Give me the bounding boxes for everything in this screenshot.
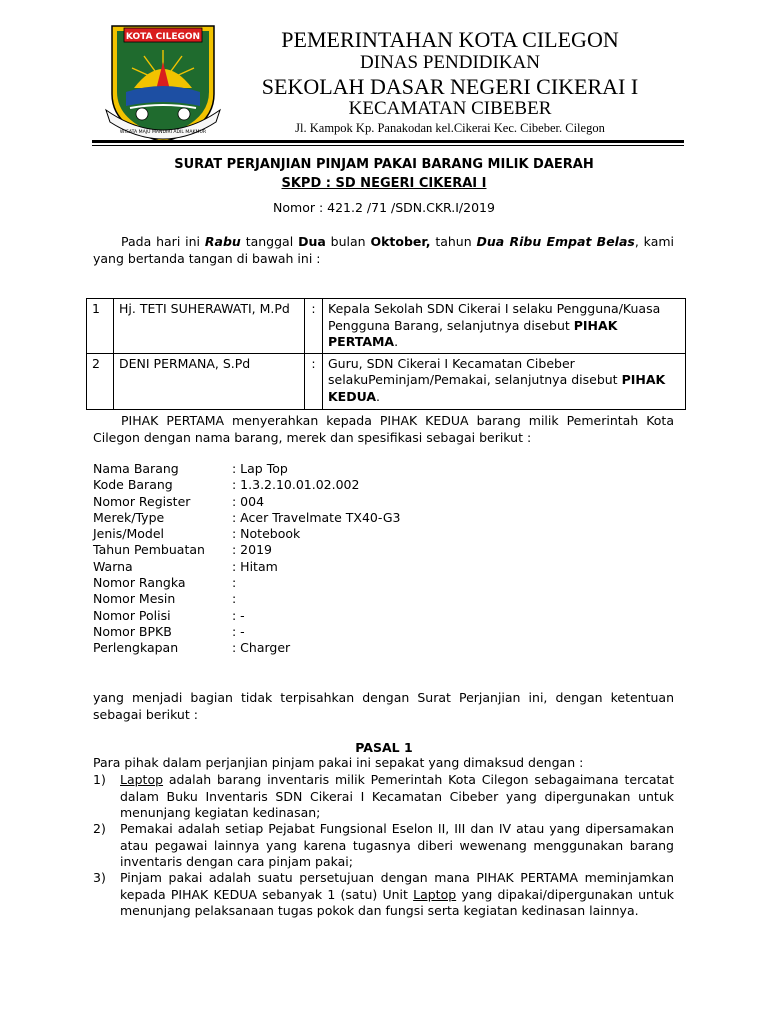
list-item-text [120, 870, 674, 920]
list-item [93, 624, 493, 640]
header-rule-thick [92, 140, 684, 143]
list-item [93, 477, 493, 493]
spec-label: Merek/Type [93, 509, 165, 525]
header-rule-thin [92, 145, 684, 146]
party-colon: : [305, 353, 323, 409]
list-item [93, 461, 493, 477]
header-address: Jl. Kampok Kp. Panakodan kel.Cikerai Kec. Cibeber. Cilegon [295, 121, 605, 135]
list-item [93, 494, 493, 510]
list-item [93, 772, 674, 822]
kota-cilegon-logo [104, 22, 222, 144]
document-number: Nomor : 421.2 /71 /SDN.CKR.I/2019 [273, 200, 495, 215]
opening-day: Rabu [204, 234, 241, 249]
list-item [93, 870, 674, 920]
list-item-underlined-term: Laptop [413, 886, 457, 902]
party-number: 2 [87, 353, 114, 409]
spec-label: Nomor Register [93, 493, 191, 509]
list-item [93, 559, 493, 575]
spec-value: : - [232, 607, 245, 623]
spec-label: Jenis/Model [93, 526, 165, 542]
list-item-text [120, 821, 674, 871]
party-description-end: . [394, 334, 399, 349]
spec-value: : [232, 591, 237, 607]
list-item-number: 1) [93, 772, 106, 787]
list-item [93, 608, 493, 624]
list-item-text-part: yang dipakai/dipergunakan untuk menunjang pelaksanaan tugas pokok dan fungsi serta kegiatan kedinasan lainnya. [120, 886, 674, 918]
opening-date: Dua [298, 234, 326, 249]
party-colon: : [305, 299, 323, 354]
spec-value: : Notebook [232, 526, 301, 542]
list-item [93, 575, 493, 591]
document-subtitle: SKPD : SD NEGERI CIKERAI I [281, 176, 487, 191]
party-name: DENI PERMANA, S.Pd [114, 353, 305, 409]
opening-text: , kami yang bertanda tangan di bawah ini : [93, 234, 675, 266]
header-department: DINAS PENDIDIKAN [360, 52, 540, 73]
header-district: KECAMATAN CIBEBER [348, 98, 552, 119]
spec-label: Nomor Mesin [93, 591, 176, 607]
opening-year: Dua Ribu Empat Belas [476, 234, 635, 249]
spec-label: Nomor BPKB [93, 623, 172, 639]
opening-text: tahun [430, 234, 477, 249]
logo-motto-text: WISATA MAJU MANDIRI ADIL MAKMUR [119, 130, 207, 135]
party-description [323, 353, 686, 409]
table-row [87, 299, 686, 354]
party-description-text: Kepala Sekolah SDN Cikerai I selaku Pengguna/Kuasa Pengguna Barang, selanjutnya disebut [328, 301, 661, 333]
party-description-end: . [376, 388, 381, 404]
party-description-text: Guru, SDN Cikerai I Kecamatan Cibeber selakuPeminjam/Pemakai, selanjutnya disebut [328, 355, 622, 387]
list-item-number: 3) [93, 870, 106, 885]
spec-label: Warna [93, 558, 133, 574]
party-description [323, 299, 686, 354]
party-number: 1 [87, 299, 114, 354]
list-item [93, 821, 674, 871]
list-item-number: 2) [93, 821, 106, 836]
spec-label: Nomor Polisi [93, 607, 171, 623]
opening-text: Pada hari ini [121, 234, 205, 249]
handover-paragraph: PIHAK PERTAMA menyerahkan kepada PIHAK KEDUA barang milik Pemerintah Kota Cilegon dengan nama barang, merek dan spesifikasi sebagai berikut : [93, 413, 674, 445]
opening-text: tanggal [240, 234, 299, 249]
spec-label: Tahun Pembuatan [93, 542, 205, 558]
spec-label: Nama Barang [93, 461, 179, 476]
spec-label: Nomor Rangka [93, 575, 186, 591]
list-item-text-part: Pinjam pakai adalah suatu persetujuan dengan mana PIHAK PERTAMA meminjamkan kepada PIHAK KEDUA sebanyak 1 (satu) Unit [120, 870, 674, 902]
party-role: PIHAK KEDUA [328, 372, 666, 404]
list-item-text-part: adalah barang inventaris milik Pemerintah Kota Cilegon sebagaimana tercatat dalam Buku Inventaris SDN Cikerai I Kecamatan Cibeber yang dipergunakan untuk menunjang kegiatan kedinasan; [120, 772, 674, 820]
list-item [93, 640, 493, 656]
spec-label: Kode Barang [93, 477, 173, 493]
list-item-text-part: Pemakai adalah setiap Pejabat Fungsional Eselon II, III dan IV atau yang dipersamakan atau pegawai lainnya yang karena tugasnya diberi wewenang menggunakan barang inventaris dengan cara pinjam pakai; [120, 821, 674, 869]
spec-value: : Charger [232, 640, 291, 656]
spec-value: : Acer Travelmate TX40-G3 [232, 509, 401, 525]
list-item [93, 591, 493, 607]
opening-text: bulan [325, 234, 371, 249]
item-specifications [93, 461, 493, 657]
header-school: SEKOLAH DASAR NEGERI CIKERAI I [261, 74, 639, 99]
list-item-underlined-term: Laptop [120, 772, 164, 787]
spec-value: : Lap Top [232, 461, 288, 476]
spec-label: Perlengkapan [93, 640, 179, 656]
list-item [93, 542, 493, 558]
terms-intro-paragraph: yang menjadi bagian tidak terpisahkan dengan Surat Perjanjian ini, dengan ketentuan sebagai berikut : [93, 690, 674, 722]
article-intro: Para pihak dalam perjanjian pinjam pakai ini sepakat yang dimaksud dengan : [93, 755, 584, 770]
document-title: SURAT PERJANJIAN PINJAM PAKAI BARANG MILIK DAERAH [174, 157, 594, 172]
opening-month: Oktober, [370, 234, 431, 249]
list-item-text [120, 772, 674, 822]
spec-value: : 1.3.2.10.01.02.002 [232, 477, 360, 493]
spec-value: : 004 [232, 493, 265, 509]
list-item [93, 526, 493, 542]
article-title: PASAL 1 [355, 740, 413, 755]
header-government: PEMERINTAHAN KOTA CILEGON [281, 27, 619, 52]
parties-table [86, 298, 686, 410]
spec-value: : Hitam [232, 558, 278, 574]
spec-value: : - [232, 623, 245, 639]
party-name: Hj. TETI SUHERAWATI, M.Pd [114, 299, 305, 354]
spec-value: : 2019 [232, 542, 272, 558]
spec-value: : [232, 575, 237, 591]
opening-paragraph [93, 234, 674, 267]
table-row [87, 353, 686, 409]
logo-banner-text: KOTA CILEGON [125, 32, 201, 42]
party-role: PIHAK PERTAMA [328, 317, 618, 349]
list-item [93, 510, 493, 526]
